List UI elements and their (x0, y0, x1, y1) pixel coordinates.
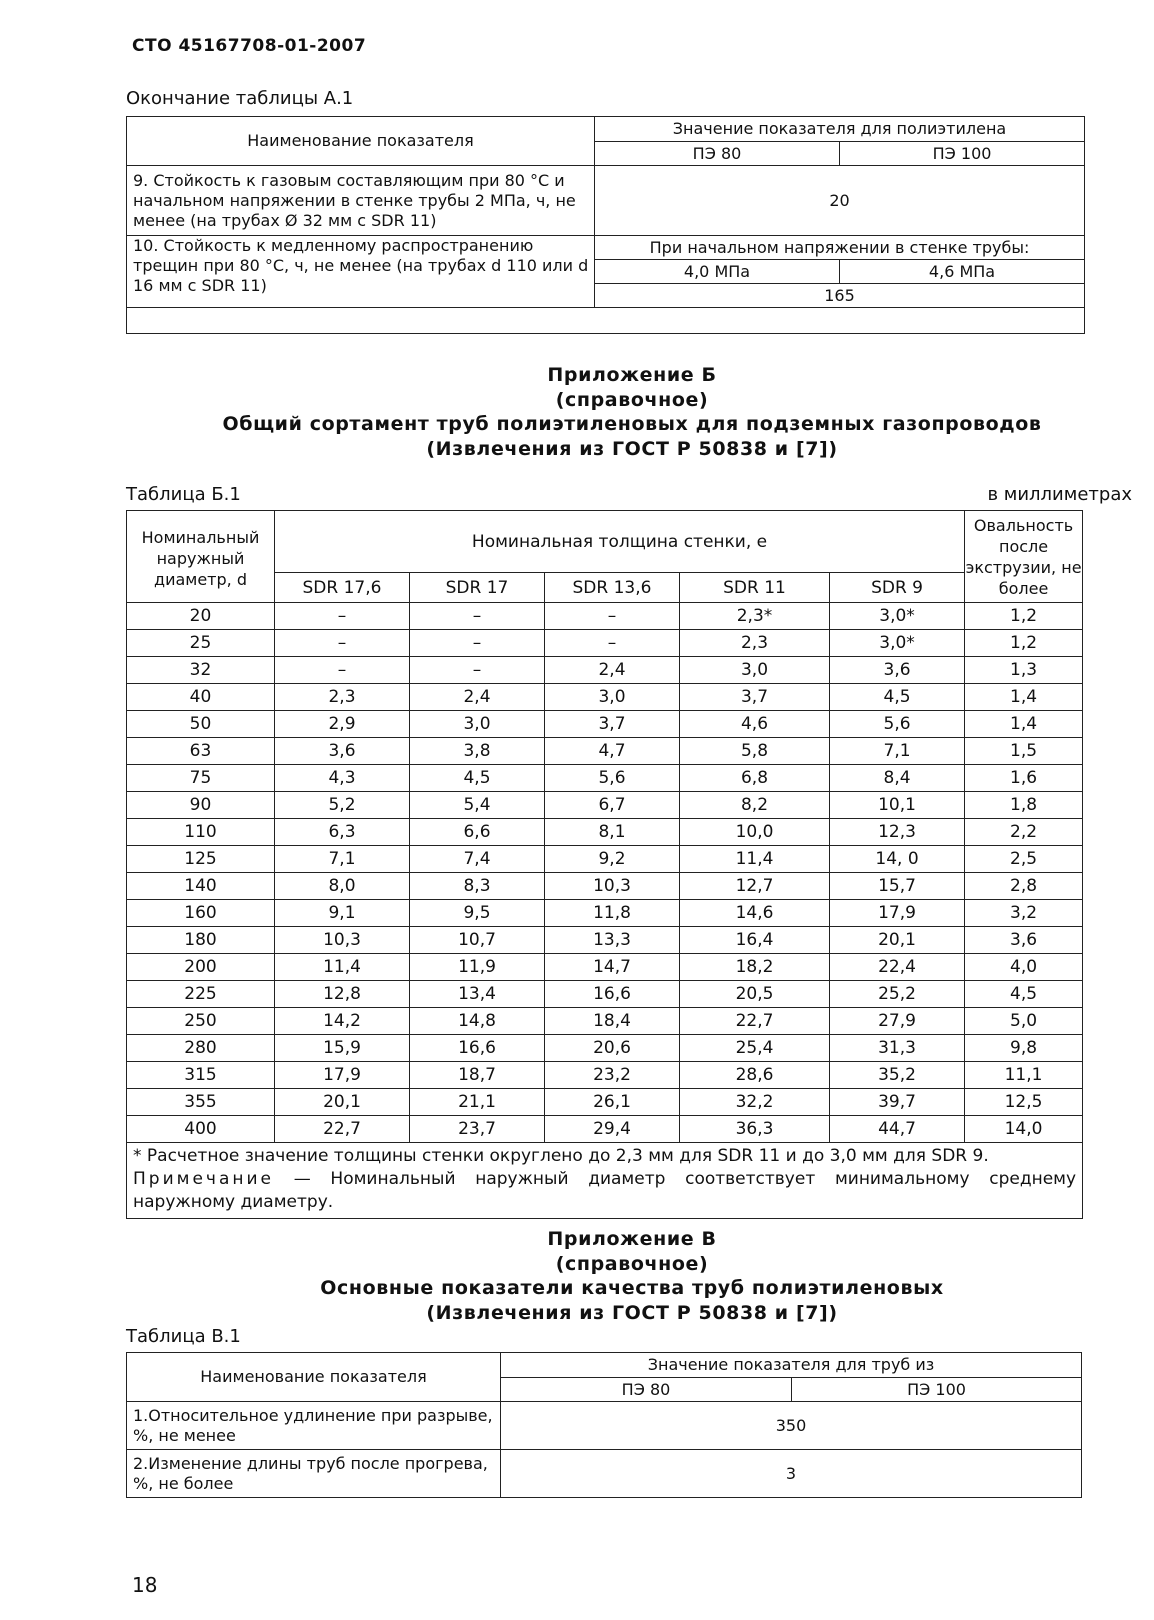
table-b1-thickness-cell: 5,8 (680, 738, 830, 765)
table-b1-thickness-cell: 3,0 (680, 657, 830, 684)
table-b1-thickness-cell: 2,3* (680, 603, 830, 630)
table-b1-diameter-cell: 315 (127, 1062, 275, 1089)
table-b1-sdr-header: SDR 11 (680, 573, 830, 603)
table-b1-notes (127, 1143, 1083, 1219)
table-b1-thickness-cell: 3,6 (275, 738, 410, 765)
table-row (127, 765, 1083, 792)
table-row (127, 1062, 1083, 1089)
table-b1-footnote: * Расчетное значение толщины стенки округлено до 2,3 мм для SDR 11 и до 3,0 мм для SDR 9. (133, 1146, 989, 1166)
table-b1-thickness-cell: 12,8 (275, 981, 410, 1008)
table-b1-diameter-cell: 110 (127, 819, 275, 846)
table-b1-diameter-cell: 200 (127, 954, 275, 981)
table-b1-thickness-cell: 9,5 (410, 900, 545, 927)
table-a1-row10-p2: 4,6 МПа (840, 260, 1085, 284)
table-b1-ovality-cell: 1,2 (965, 630, 1083, 657)
table-b1-thickness-cell: 8,3 (410, 873, 545, 900)
table-b1-thickness-cell: 36,3 (680, 1116, 830, 1143)
table-b1-thickness-cell: 22,4 (830, 954, 965, 981)
table-a1-row10-value: 165 (595, 284, 1085, 308)
table-row (127, 954, 1083, 981)
table-v1-pe100: ПЭ 100 (792, 1378, 1082, 1402)
appendix-b-source: (Извлечения из ГОСТ Р 50838 и [7]) (426, 438, 838, 460)
document-id: СТО 45167708-01-2007 (132, 36, 367, 56)
table-b1-thickness-cell: 3,0 (545, 684, 680, 711)
table-b1-thickness-cell: 3,0 (410, 711, 545, 738)
table-b1-ovality-cell: 4,0 (965, 954, 1083, 981)
table-b1-thickness-cell: 3,0* (830, 630, 965, 657)
table-b1-diameter-cell: 160 (127, 900, 275, 927)
table-b1-ovality-cell: 3,6 (965, 927, 1083, 954)
table-row (127, 819, 1083, 846)
table-a1-col-value: Значение показателя для полиэтилена (595, 117, 1085, 142)
table-b1-thickness-cell: 16,4 (680, 927, 830, 954)
table-b1-ovality-cell: 1,6 (965, 765, 1083, 792)
table-b1-diameter-cell: 125 (127, 846, 275, 873)
table-v1-row1-value: 350 (501, 1402, 1082, 1450)
table-b1-thickness-cell: 44,7 (830, 1116, 965, 1143)
table-b1-thickness-cell: 14,8 (410, 1008, 545, 1035)
table-b1-thickness-cell: – (545, 603, 680, 630)
table-b1-thickness-cell: 9,1 (275, 900, 410, 927)
table-a1-row9-name: 9. Стойкость к газовым составляющим при 80 °С и начальном напряжении в стенке трубы 2 МПа, ч, не менее (на трубах Ø 32 мм с SDR 11) (127, 166, 595, 236)
table-b1-thickness-cell: 11,4 (680, 846, 830, 873)
table-b1-thickness-cell: 18,2 (680, 954, 830, 981)
table-b1-thickness-cell: 25,2 (830, 981, 965, 1008)
table-b1-thickness-cell: 5,6 (830, 711, 965, 738)
table-b1-ovality-cell: 3,2 (965, 900, 1083, 927)
table-b1-thickness-cell: 22,7 (275, 1116, 410, 1143)
table-row (127, 1089, 1083, 1116)
table-a1-col-name: Наименование показателя (127, 117, 595, 166)
table-b1-thickness-cell: 27,9 (830, 1008, 965, 1035)
table-b1-thickness-cell: – (410, 657, 545, 684)
table-b1-thickness-cell: 8,1 (545, 819, 680, 846)
table-b1-thickness-cell: 31,3 (830, 1035, 965, 1062)
table-row (127, 792, 1083, 819)
table-b1-thickness-cell: 18,4 (545, 1008, 680, 1035)
table-row (127, 684, 1083, 711)
table-b1-note-label: Примечание (133, 1169, 274, 1189)
table-b1-diameter-cell: 32 (127, 657, 275, 684)
table-v1-caption: Таблица В.1 (126, 1326, 241, 1347)
table-b1-thickness-cell: 16,6 (410, 1035, 545, 1062)
table-b1-thickness-cell: 14,6 (680, 900, 830, 927)
table-a1-empty-row (127, 308, 1085, 334)
table-row (127, 1035, 1083, 1062)
table-b1-thickness-cell: 13,3 (545, 927, 680, 954)
table-b1-diameter-cell: 20 (127, 603, 275, 630)
table-row (127, 738, 1083, 765)
table-b1-sdr-header: SDR 9 (830, 573, 965, 603)
table-b1-diameter-cell: 355 (127, 1089, 275, 1116)
table-b1-thickness-cell: 7,1 (830, 738, 965, 765)
table-b1-diameter-cell: 25 (127, 630, 275, 657)
table-b1-thickness-cell: 17,9 (830, 900, 965, 927)
table-a1-row9-value: 20 (595, 166, 1085, 236)
table-row (127, 846, 1083, 873)
table-b1-thickness-cell: 16,6 (545, 981, 680, 1008)
table-b1-ovality-cell: 1,3 (965, 657, 1083, 684)
page-number: 18 (132, 1573, 158, 1597)
table-b1-diameter-cell: 250 (127, 1008, 275, 1035)
table-b1-diameter-cell: 400 (127, 1116, 275, 1143)
table-b1-thickness-cell: 32,2 (680, 1089, 830, 1116)
table-b1-sdr-header: SDR 17,6 (275, 573, 410, 603)
table-b1-thickness-cell: 20,1 (830, 927, 965, 954)
table-row (127, 927, 1083, 954)
table-b1-thickness-cell: 11,8 (545, 900, 680, 927)
table-b1-thickness-cell: 6,6 (410, 819, 545, 846)
table-b1-thickness-cell: 3,7 (680, 684, 830, 711)
table-b1 (126, 510, 1083, 1219)
table-b1-thickness-cell: 12,3 (830, 819, 965, 846)
table-b1-sdr-header: SDR 13,6 (545, 573, 680, 603)
table-b1-col-diameter: Номинальный наружный диаметр, d (127, 511, 275, 603)
table-b1-thickness-cell: 10,3 (545, 873, 680, 900)
table-b1-thickness-cell: 2,4 (410, 684, 545, 711)
table-b1-thickness-cell: 2,9 (275, 711, 410, 738)
table-b1-thickness-cell: 28,6 (680, 1062, 830, 1089)
table-row (127, 711, 1083, 738)
table-b1-col-thickness: Номинальная толщина стенки, е (275, 511, 965, 573)
table-a1-row10-name: 10. Стойкость к медленному распространению трещин при 80 °С, ч, не менее (на трубах d 110 или d 16 мм с SDR 11) (127, 236, 595, 308)
table-row (127, 603, 1083, 630)
table-b1-ovality-cell: 11,1 (965, 1062, 1083, 1089)
table-b1-thickness-cell: 12,7 (680, 873, 830, 900)
table-b1-thickness-cell: 22,7 (680, 1008, 830, 1035)
table-b1-thickness-cell: 17,9 (275, 1062, 410, 1089)
table-b1-thickness-cell: 2,3 (275, 684, 410, 711)
table-b1-thickness-cell: 15,7 (830, 873, 965, 900)
table-b1-thickness-cell: 3,0* (830, 603, 965, 630)
table-b1-sdr-header: SDR 17 (410, 573, 545, 603)
table-a1-pe100: ПЭ 100 (840, 142, 1085, 166)
table-a1-row10-header: При начальном напряжении в стенке трубы: (595, 236, 1085, 260)
table-b1-thickness-cell: 39,7 (830, 1089, 965, 1116)
table-b1-ovality-cell: 1,8 (965, 792, 1083, 819)
table-row (127, 657, 1083, 684)
table-row (127, 630, 1083, 657)
table-b1-thickness-cell: 8,2 (680, 792, 830, 819)
table-v1-row2-name: 2.Изменение длины труб после прогрева, %, не более (127, 1450, 501, 1498)
appendix-v-heading: Основные показатели качества труб полиэтиленовых (320, 1277, 944, 1299)
table-v1-col-name: Наименование показателя (127, 1353, 501, 1402)
table-b1-ovality-cell: 4,5 (965, 981, 1083, 1008)
table-v1-row2-value: 3 (501, 1450, 1082, 1498)
table-b1-body (127, 603, 1083, 1143)
table-b1-ovality-cell: 14,0 (965, 1116, 1083, 1143)
table-b1-ovality-cell: 9,8 (965, 1035, 1083, 1062)
table-b1-thickness-cell: 10,7 (410, 927, 545, 954)
table-b1-note (133, 1168, 1076, 1214)
table-v1-row1-name: 1.Относительное удлинение при разрыве, %, не менее (127, 1402, 501, 1450)
table-a1-row10-p1: 4,0 МПа (595, 260, 840, 284)
table-b1-ovality-cell: 1,5 (965, 738, 1083, 765)
table-b1-thickness-cell: 25,4 (680, 1035, 830, 1062)
table-b1-thickness-cell: 3,8 (410, 738, 545, 765)
table-b1-diameter-cell: 90 (127, 792, 275, 819)
table-b1-thickness-cell: 4,3 (275, 765, 410, 792)
table-b1-units: в миллиметрах (987, 484, 1132, 505)
table-b1-note-text: — Номинальный наружный диаметр соответствует минимальному среднему наружному диаметру. (133, 1169, 1077, 1212)
table-b1-thickness-cell: 23,7 (410, 1116, 545, 1143)
table-a1-caption: Окончание таблицы А.1 (126, 88, 354, 109)
table-b1-thickness-cell: 23,2 (545, 1062, 680, 1089)
appendix-b-heading: Общий сортамент труб полиэтиленовых для подземных газопроводов (222, 413, 1042, 435)
table-b1-caption: Таблица Б.1 (126, 484, 241, 505)
table-b1-thickness-cell: 14, 0 (830, 846, 965, 873)
table-b1-ovality-cell: 12,5 (965, 1089, 1083, 1116)
appendix-b-subtitle: (справочное) (555, 389, 709, 411)
table-b1-thickness-cell: 20,1 (275, 1089, 410, 1116)
table-b1-thickness-cell: 5,6 (545, 765, 680, 792)
table-b1-diameter-cell: 50 (127, 711, 275, 738)
table-b1-thickness-cell: 8,0 (275, 873, 410, 900)
table-b1-thickness-cell: – (545, 630, 680, 657)
table-b1-ovality-cell: 2,8 (965, 873, 1083, 900)
table-row (127, 981, 1083, 1008)
table-b1-thickness-cell: 5,2 (275, 792, 410, 819)
table-b1-diameter-cell: 180 (127, 927, 275, 954)
table-b1-thickness-cell: 20,6 (545, 1035, 680, 1062)
appendix-b-title: Приложение Б (547, 364, 717, 386)
table-b1-thickness-cell: 14,2 (275, 1008, 410, 1035)
table-b1-ovality-cell: 1,2 (965, 603, 1083, 630)
table-b1-ovality-cell: 1,4 (965, 684, 1083, 711)
table-a1 (126, 116, 1085, 334)
table-b1-ovality-cell: 2,5 (965, 846, 1083, 873)
table-b1-thickness-cell: 4,6 (680, 711, 830, 738)
table-b1-thickness-cell: – (275, 603, 410, 630)
table-b1-thickness-cell: 4,5 (830, 684, 965, 711)
appendix-v-title: Приложение В (547, 1228, 717, 1250)
table-b1-thickness-cell: 7,1 (275, 846, 410, 873)
table-b1-thickness-cell: 7,4 (410, 846, 545, 873)
table-row (127, 1116, 1083, 1143)
table-b1-thickness-cell: – (410, 630, 545, 657)
table-b1-thickness-cell: 14,7 (545, 954, 680, 981)
table-b1-thickness-cell: 21,1 (410, 1089, 545, 1116)
table-b1-thickness-cell: – (275, 630, 410, 657)
table-b1-thickness-cell: 29,4 (545, 1116, 680, 1143)
table-b1-diameter-cell: 75 (127, 765, 275, 792)
table-v1-pe80: ПЭ 80 (501, 1378, 792, 1402)
table-b1-ovality-cell: 1,4 (965, 711, 1083, 738)
table-b1-thickness-cell: 4,5 (410, 765, 545, 792)
table-b1-thickness-cell: 3,6 (830, 657, 965, 684)
table-b1-thickness-cell: 5,4 (410, 792, 545, 819)
table-b1-thickness-cell: 3,7 (545, 711, 680, 738)
table-b1-thickness-cell: 26,1 (545, 1089, 680, 1116)
table-b1-thickness-cell: 18,7 (410, 1062, 545, 1089)
table-b1-col-ovality: Овальность после экструзии, не более (965, 511, 1083, 603)
table-b1-thickness-cell: 4,7 (545, 738, 680, 765)
table-b1-thickness-cell: 8,4 (830, 765, 965, 792)
table-v1 (126, 1352, 1082, 1498)
table-b1-diameter-cell: 63 (127, 738, 275, 765)
table-b1-thickness-cell: 2,3 (680, 630, 830, 657)
table-b1-thickness-cell: 13,4 (410, 981, 545, 1008)
table-b1-diameter-cell: 40 (127, 684, 275, 711)
table-b1-thickness-cell: – (275, 657, 410, 684)
table-b1-thickness-cell: 6,8 (680, 765, 830, 792)
table-b1-thickness-cell: 6,7 (545, 792, 680, 819)
table-b1-ovality-cell: 2,2 (965, 819, 1083, 846)
table-b1-thickness-cell: – (410, 603, 545, 630)
table-a1-pe80: ПЭ 80 (595, 142, 840, 166)
table-row (127, 900, 1083, 927)
table-b1-thickness-cell: 11,9 (410, 954, 545, 981)
table-b1-thickness-cell: 10,3 (275, 927, 410, 954)
appendix-v-subtitle: (справочное) (555, 1253, 709, 1275)
table-b1-diameter-cell: 225 (127, 981, 275, 1008)
table-b1-ovality-cell: 5,0 (965, 1008, 1083, 1035)
table-b1-thickness-cell: 10,0 (680, 819, 830, 846)
table-b1-diameter-cell: 280 (127, 1035, 275, 1062)
table-row (127, 873, 1083, 900)
table-b1-thickness-cell: 35,2 (830, 1062, 965, 1089)
table-b1-diameter-cell: 140 (127, 873, 275, 900)
table-v1-col-value: Значение показателя для труб из (501, 1353, 1082, 1378)
table-b1-thickness-cell: 20,5 (680, 981, 830, 1008)
table-b1-thickness-cell: 11,4 (275, 954, 410, 981)
table-b1-thickness-cell: 6,3 (275, 819, 410, 846)
table-b1-thickness-cell: 10,1 (830, 792, 965, 819)
table-b1-thickness-cell: 15,9 (275, 1035, 410, 1062)
table-row (127, 1008, 1083, 1035)
table-b1-thickness-cell: 9,2 (545, 846, 680, 873)
appendix-v-source: (Извлечения из ГОСТ Р 50838 и [7]) (426, 1302, 838, 1324)
table-b1-thickness-cell: 2,4 (545, 657, 680, 684)
